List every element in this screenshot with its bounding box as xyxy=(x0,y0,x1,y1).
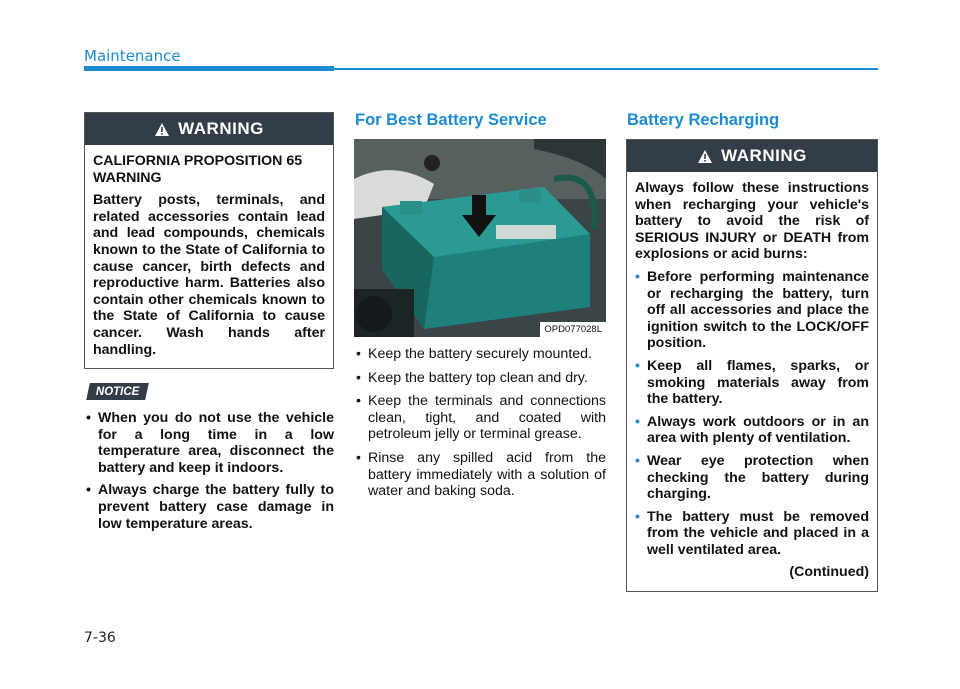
warning-title: WARNING xyxy=(721,146,807,165)
recharging-item: • Before performing maintenance or recharging the battery, turn off all accessories and place the ignition switch to the LOCK/OFF position. xyxy=(635,269,869,352)
recharging-item: • The battery must be removed from the vehicle and placed in a well ventilated area. xyxy=(635,509,869,559)
service-item: • Rinse any spilled acid from the battery immediately with a solution of water and baking soda. xyxy=(356,450,606,500)
battery-photo xyxy=(354,139,606,337)
battery-service-title: For Best Battery Service xyxy=(355,111,547,129)
service-item: • Keep the battery securely mounted. xyxy=(356,346,606,363)
continued-label: (Continued) xyxy=(789,564,869,581)
battery-recharging-title: Battery Recharging xyxy=(627,111,780,129)
notice-label: NOTICE xyxy=(86,383,149,400)
page-number: 7-36 xyxy=(84,630,116,646)
service-item: • Keep the terminals and connections clean, tight, and coated with petroleum jelly or terminal grease. xyxy=(356,393,606,443)
warning-header xyxy=(85,113,333,145)
header-rule-thin xyxy=(334,68,878,70)
warning-triangle-icon xyxy=(697,149,713,164)
recharging-item: • Keep all flames, sparks, or smoking materials away from the battery. xyxy=(635,358,869,408)
notice-list xyxy=(86,410,334,538)
notice-item: • Always charge the battery fully to prevent battery case damage in low temperature areas. xyxy=(86,482,334,532)
header-rule-thick xyxy=(84,66,334,71)
warning-title: WARNING xyxy=(178,119,264,138)
image-code: OPD077028L xyxy=(540,322,606,337)
service-item: • Keep the battery top clean and dry. xyxy=(356,370,606,387)
recharging-item: • Wear eye protection when checking the battery during charging. xyxy=(635,453,869,503)
california-warning-box xyxy=(84,112,334,369)
recharging-warning-box xyxy=(626,139,878,592)
warning-triangle-icon xyxy=(154,122,170,137)
warning-heading: CALIFORNIA PROPOSITION 65 WARNING xyxy=(93,153,303,186)
recharging-item: • Always work outdoors or in an area with plenty of ventilation. xyxy=(635,414,869,447)
notice-item: • When you do not use the vehicle for a long time in a low temperature area, disconnect the battery and keep it indoors. xyxy=(86,410,334,476)
battery-service-list xyxy=(356,346,606,507)
section-title: Maintenance xyxy=(84,47,181,65)
warning-header xyxy=(627,140,877,172)
recharging-intro: Always follow these instructions when recharging your vehicle's battery to avoid the risk of SERIOUS INJURY or DEATH from explosions or acid burns: xyxy=(635,180,869,263)
warning-body: Battery posts, terminals, and related accessories contain lead and lead compounds, chemicals known to the State of California to cause cancer, birth defects and reproductive harm. Batteries also contain other chemicals known to the State of California to cause cancer. Wash hands after handling. xyxy=(93,192,325,358)
battery-illustration xyxy=(354,139,606,337)
